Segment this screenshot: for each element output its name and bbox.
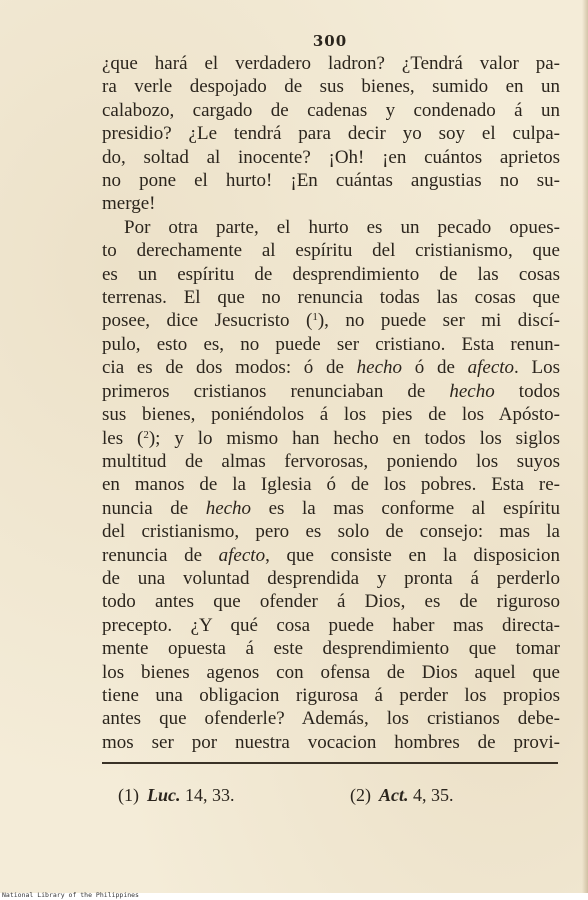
text-line — [102, 427, 560, 450]
footnote-rule — [102, 762, 558, 764]
italic-text: hecho — [205, 497, 252, 519]
text-line — [102, 146, 560, 169]
body-text — [102, 52, 560, 754]
italic-text: afecto — [467, 357, 515, 379]
text-line — [102, 661, 560, 684]
text-run: , que consiste en la disposicion — [265, 544, 560, 566]
page-edge-shadow — [582, 0, 588, 893]
text-run: presidio? ¿Le tendrá para decir yo soy el culpa- — [102, 123, 560, 145]
text-run: renuncia de — [102, 544, 219, 566]
text-line — [102, 520, 560, 543]
italic-text: hecho — [356, 357, 403, 379]
text-run: es un espíritu de desprendimiento de las cosas — [102, 263, 560, 285]
text-line — [102, 169, 560, 192]
text-run: tiene una obligacion rigurosa á perder los propios — [102, 684, 560, 706]
text-run: ra verle despojado de sus bienes, sumido en un — [102, 76, 560, 98]
text-run: ); y lo mismo han hecho en todos los siglos — [148, 427, 560, 449]
text-line — [102, 403, 560, 426]
text-run: de una voluntad desprendida y pronta á perderlo — [102, 567, 560, 589]
footnote-reference: Act. — [379, 785, 409, 805]
text-run: les ( — [102, 427, 144, 449]
text-run: del cristianismo, pero es solo de consejo: mas la — [102, 521, 560, 543]
text-line — [102, 450, 560, 473]
text-line — [102, 192, 560, 215]
text-run: no pone el hurto! ¡En cuántas angustias no su- — [102, 170, 560, 192]
text-line — [102, 356, 560, 379]
text-run: es la mas conforme al espíritu — [251, 497, 561, 519]
footnote-mark: (2) — [350, 785, 371, 805]
text-run: mos ser por nuestra vocacion hombres de provi- — [102, 731, 560, 753]
text-run: ), no puede ser mi discí- — [317, 310, 560, 332]
text-line — [102, 590, 560, 613]
text-line — [102, 567, 560, 590]
text-run: Por otra parte, el hurto es un pecado opues- — [124, 216, 560, 238]
text-line — [102, 309, 560, 332]
text-run: terrenas. El que no renuncia todas las cosas que — [102, 287, 560, 309]
text-line — [102, 122, 560, 145]
text-run: mente opuesta á este desprendimiento que tomar — [102, 638, 560, 660]
text-line — [102, 216, 560, 239]
text-run: pulo, esto es, no puede ser cristiano. Esta renun- — [102, 333, 560, 355]
text-line — [102, 263, 560, 286]
text-run: todos — [494, 380, 560, 402]
footnotes — [118, 785, 558, 811]
footnote-marker: 1 — [312, 311, 318, 324]
library-credit: National Library of the Philippines — [2, 891, 139, 899]
italic-text: hecho — [449, 380, 495, 402]
footnote-marker: 2 — [143, 428, 149, 441]
text-line — [102, 614, 560, 637]
text-run: los bienes agenos con ofensa de Dios aquel que — [102, 661, 560, 683]
text-line — [102, 684, 560, 707]
text-line — [102, 637, 560, 660]
page-number: 300 — [312, 32, 348, 50]
text-run: nuncia de — [102, 497, 206, 519]
footnote-1 — [118, 785, 235, 806]
text-run: merge! — [102, 193, 156, 215]
text-run: sus bienes, poniéndolos á los pies de los Apósto- — [102, 404, 560, 426]
text-run: cia es de dos modos: ó de — [102, 357, 357, 379]
footnote-reference: Luc. — [147, 785, 181, 805]
text-run: multitud de almas fervorosas, poniendo los suyos — [102, 450, 560, 472]
text-line — [102, 333, 560, 356]
text-line — [102, 239, 560, 262]
footnote-citation: 14, 33. — [185, 785, 235, 805]
text-line — [102, 52, 560, 75]
text-run: . Los — [514, 357, 561, 379]
text-run: precepto. ¿Y qué cosa puede haber mas directa- — [102, 614, 560, 636]
footnote-mark: (1) — [118, 785, 139, 805]
text-line — [102, 380, 560, 403]
italic-text: afecto — [218, 544, 266, 566]
text-run: posee, dice Jesucristo ( — [102, 310, 313, 332]
footnote-2 — [350, 785, 454, 806]
text-run: en manos de la Iglesia ó de los pobres. Esta re- — [102, 474, 560, 496]
text-line — [102, 99, 560, 122]
text-line — [102, 286, 560, 309]
text-line — [102, 707, 560, 730]
text-run: antes que ofenderle? Además, los cristianos debe- — [102, 708, 560, 730]
text-line — [102, 731, 560, 754]
text-run: calabozo, cargado de cadenas y condenado á un — [102, 99, 560, 121]
text-line — [102, 75, 560, 98]
text-run: to derechamente al espíritu del cristianismo, que — [102, 240, 560, 262]
text-line — [102, 473, 560, 496]
text-line — [102, 497, 560, 520]
text-run: do, soltad al inocente? ¡Oh! ¡en cuántos aprietos — [102, 146, 560, 168]
text-run: primeros cristianos renunciaban de — [102, 380, 450, 402]
text-run: todo antes que ofender á Dios, es de riguroso — [102, 591, 560, 613]
footnote-citation: 4, 35. — [413, 785, 454, 805]
text-run: ó de — [402, 357, 468, 379]
text-run: ¿que hará el verdadero ladron? ¿Tendrá valor pa- — [102, 53, 560, 74]
text-line — [102, 544, 560, 567]
